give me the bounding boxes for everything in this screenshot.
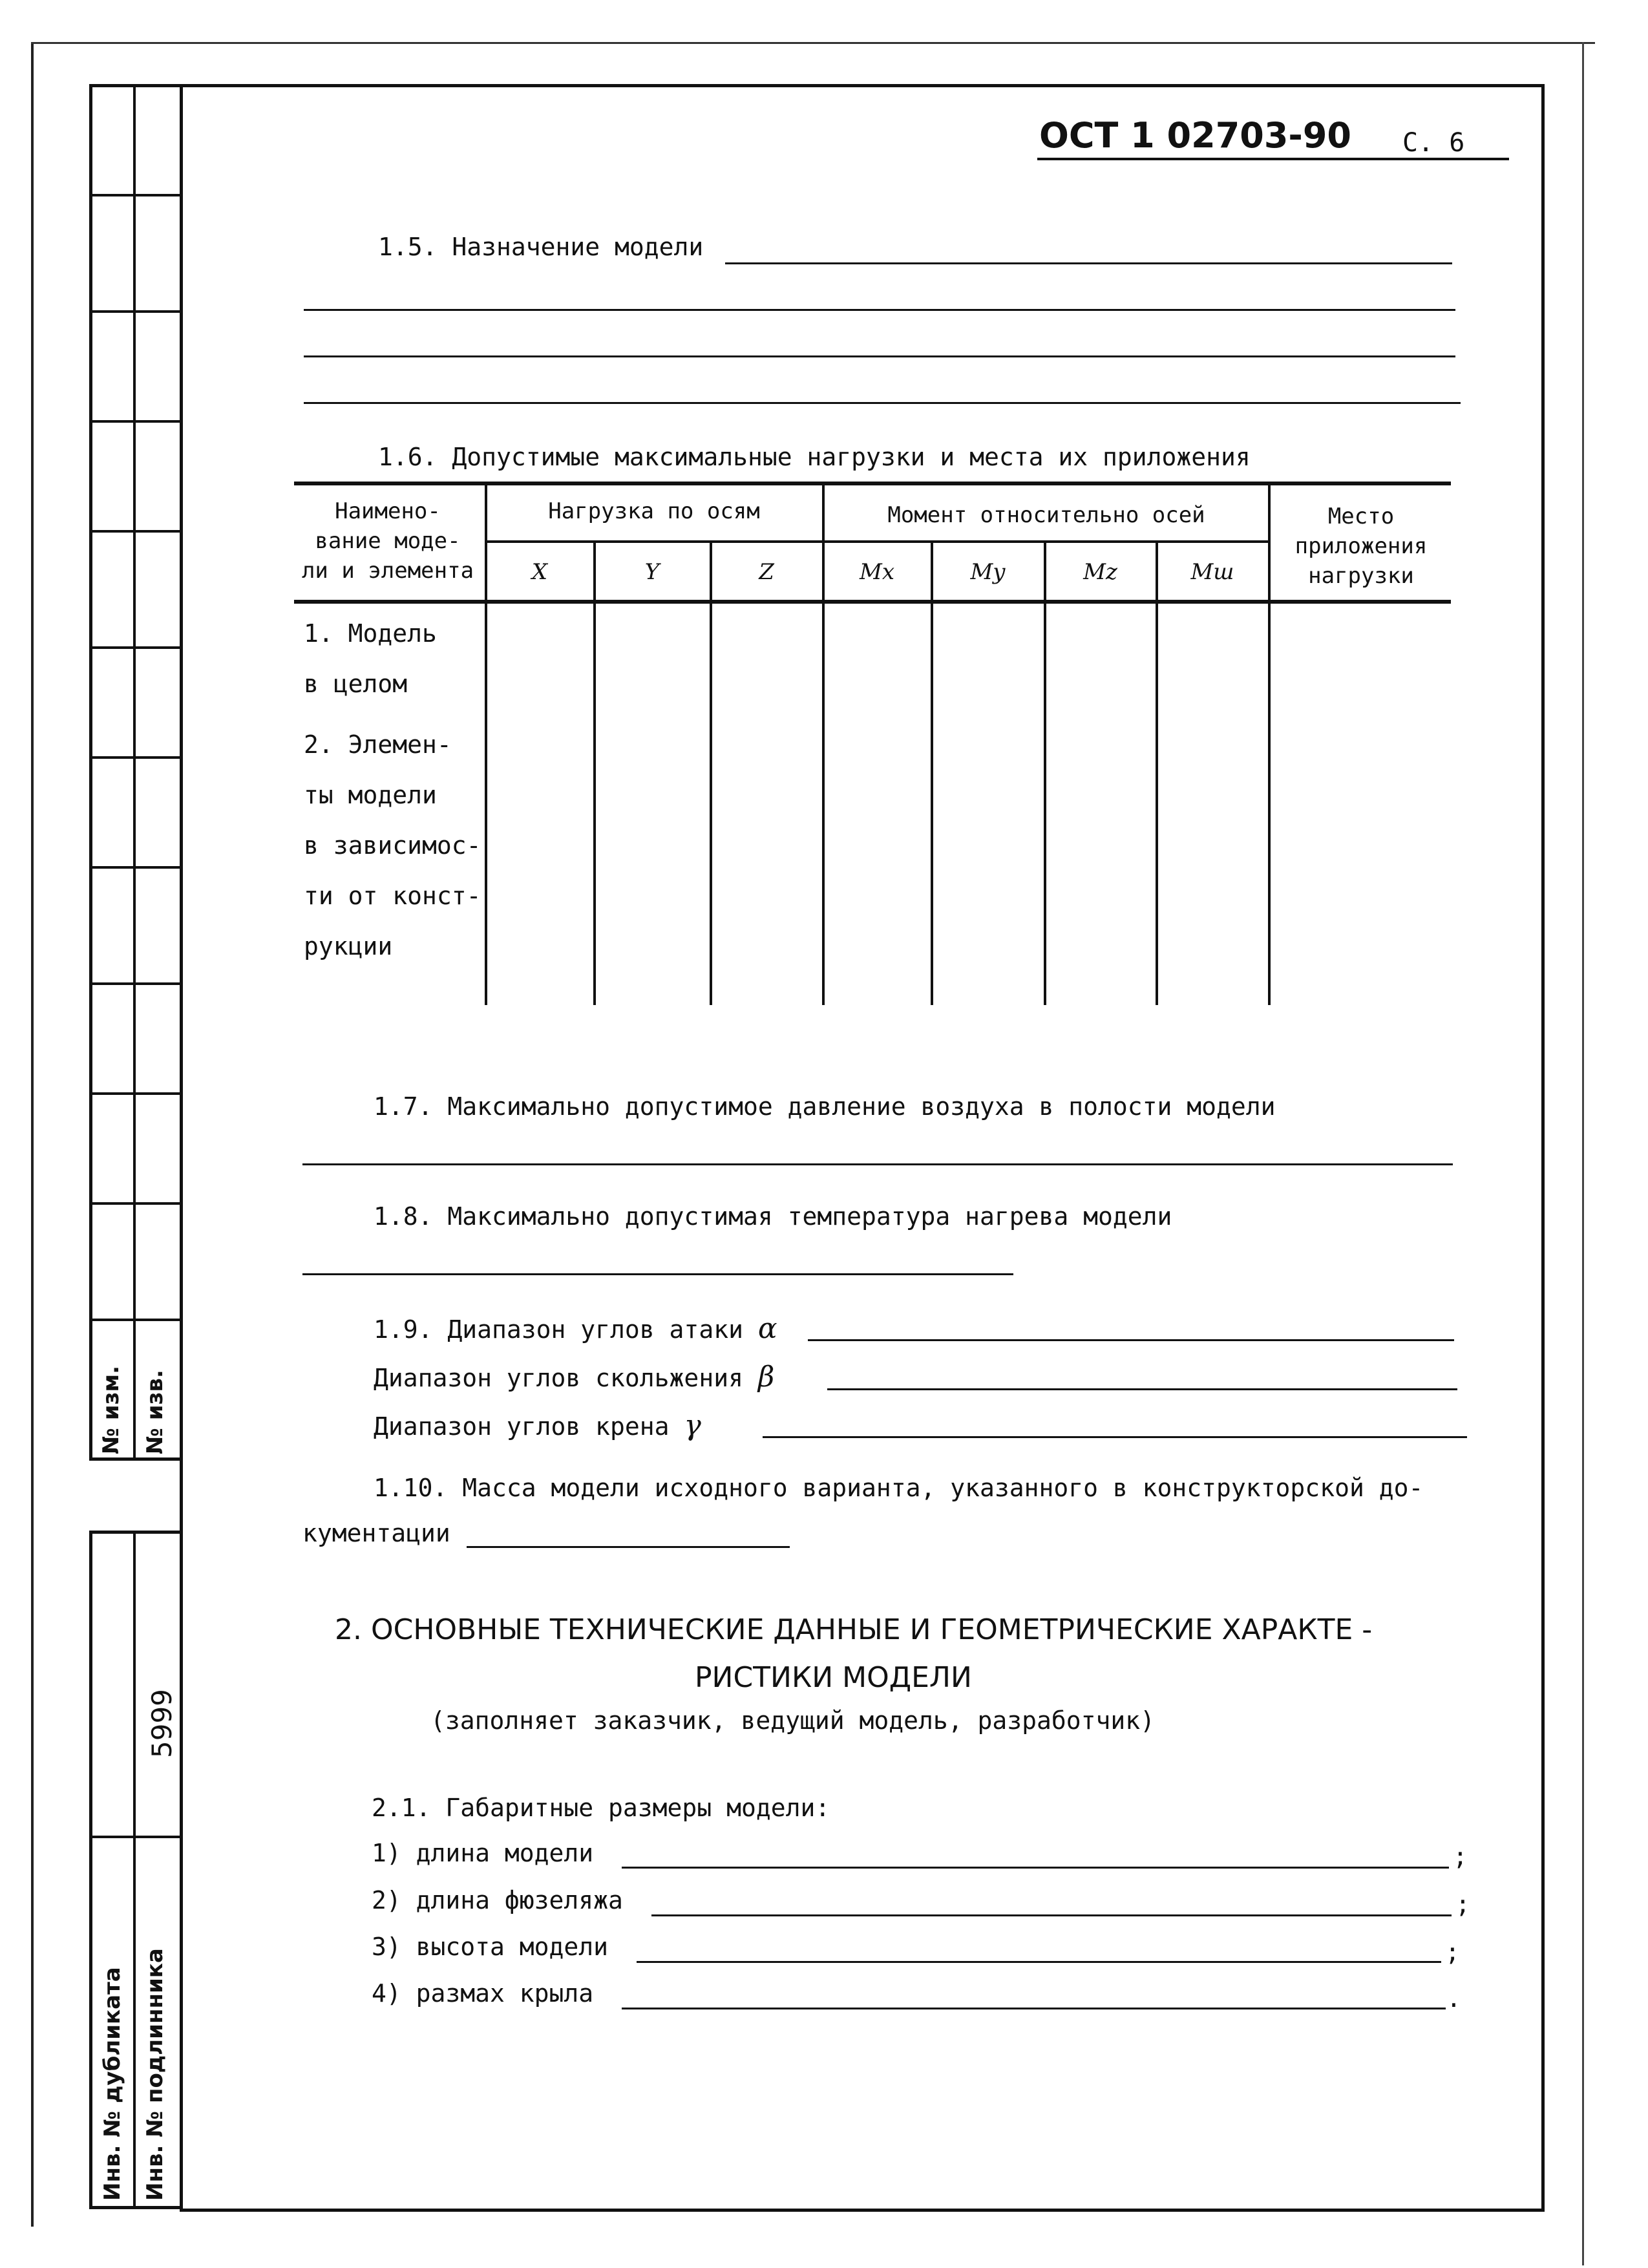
hdr-name-l3: ли и элемента (301, 558, 474, 584)
label-inv-podl: Инв. № подлинника (142, 1948, 168, 2201)
row-elements-l5: рукции (304, 932, 393, 960)
side-strip-lower-divider (133, 1531, 136, 2209)
strip-cell-line (89, 756, 183, 759)
hdr-moment-group: Момент относительно осей (887, 502, 1205, 528)
hdr-name-l2: вание моде- (315, 528, 461, 554)
s2-title-l1: 2. ОСНОВНЫЕ ТЕХНИЧЕСКИЕ ДАННЫЕ И ГЕОМЕТРИЧЕСКИЕ ХАРАКТЕ - (335, 1613, 1373, 1646)
page-number: С. 6 (1402, 128, 1465, 158)
s2-item-1: 1) длина модели (372, 1839, 594, 1867)
hdr-name-l1: Наимено- (335, 498, 441, 524)
standard-code: ОСТ 1 02703-90 (1039, 115, 1351, 156)
table-col-sep (593, 540, 596, 1005)
strip-cell-line (89, 420, 183, 423)
inv-number: 5999 (146, 1689, 178, 1758)
table-subheader-rule (486, 540, 1270, 543)
s1-6-label: 1.6. Допустимые максимальные нагрузки и места их приложения (378, 443, 1251, 471)
table-header-rule (294, 600, 1451, 604)
s1-5-fill-3 (304, 355, 1455, 357)
strip-cell-line (89, 646, 183, 649)
beta-symbol: β (757, 1361, 775, 1394)
hdr-load-group: Нагрузка по осям (548, 498, 760, 524)
header-underline (1037, 158, 1509, 160)
s2-title-l2: РИСТИКИ МОДЕЛИ (695, 1661, 972, 1694)
hdr-place (1271, 502, 1452, 591)
hdr-moment-my: My (970, 559, 1006, 585)
s2-item-4-fill (622, 2008, 1446, 2009)
hdr-place-l2: приложения (1294, 533, 1428, 559)
hdr-place-l3: нагрузки (1308, 563, 1414, 589)
s1-9-attack (374, 1312, 777, 1345)
row-elements-l1: 2. Элемен- (304, 730, 452, 759)
table-col-sep (931, 540, 933, 1005)
s1-9-roll-fill (763, 1436, 1467, 1438)
hdr-axis-y: Y (644, 559, 660, 585)
s1-9-slide-fill (827, 1388, 1457, 1390)
strip-cell-line (89, 310, 183, 313)
row-elements-l4: ти от конст- (304, 882, 481, 910)
s2-item-1-end: ; (1453, 1842, 1468, 1871)
s2-item-4: 4) размах крыла (372, 1979, 594, 2008)
strip-cell-line (89, 866, 183, 869)
hdr-moment-msh: Mш (1190, 559, 1234, 585)
strip-cell-line (89, 1202, 183, 1205)
hdr-axis-x: X (531, 559, 548, 585)
s2-item-2: 2) длина фюзеляжа (372, 1886, 623, 1914)
hdr-moment-mx: Mx (860, 559, 894, 585)
s2-subtitle: (заполняет заказчик, ведущий модель, разработчик) (430, 1706, 1156, 1735)
s1-7-fill (302, 1163, 1453, 1165)
s1-9-attack-label: 1.9. Диапазон углов атаки (374, 1315, 743, 1344)
table-col-sep (1044, 540, 1046, 1005)
s2-item-1-fill (622, 1867, 1449, 1869)
hdr-name (291, 496, 485, 586)
sheet-edge-left (31, 42, 34, 2227)
row-elements-l2: ты модели (304, 781, 437, 809)
row-elements-l3: в зависимос- (304, 831, 481, 860)
sheet-edge-right (1582, 42, 1584, 2265)
label-izm: № изм. (98, 1365, 124, 1454)
side-strip-divider (133, 84, 136, 1461)
side-strip-upper (89, 84, 183, 1461)
alpha-symbol: α (757, 1312, 777, 1345)
s2-item-2-end: ; (1455, 1890, 1470, 1918)
s2-item-3-end: ; (1445, 1938, 1460, 1966)
s1-5-fill-4 (304, 402, 1461, 404)
s1-9-slide (374, 1361, 774, 1394)
s1-9-roll-label: Диапазон углов крена (374, 1412, 670, 1441)
s1-9-roll (374, 1409, 701, 1442)
label-izv: № изв. (142, 1370, 168, 1454)
strip-cell-line (89, 982, 183, 985)
s2-item-3-fill (637, 1961, 1441, 1963)
hdr-place-l1: Место (1327, 503, 1395, 529)
label-inv-dubl: Инв. № дубликата (100, 1967, 125, 2201)
s1-9-slide-label: Диапазон углов скольжения (374, 1364, 743, 1392)
s1-10-fill (467, 1546, 790, 1548)
sheet-edge-top (31, 42, 1595, 44)
s1-5-label: 1.5. Назначение модели (378, 233, 704, 261)
table-col-sep (1156, 540, 1158, 1005)
table-top-rule (294, 482, 1451, 485)
s1-8-label: 1.8. Максимально допустимая температура нагрева модели (374, 1202, 1172, 1231)
s1-10-line1: 1.10. Масса модели исходного варианта, указанного в конструкторской до- (374, 1474, 1424, 1502)
table-col-sep (710, 540, 712, 1005)
strip-cell-line (89, 194, 183, 196)
s1-7-label: 1.7. Максимально допустимое давление воздуха в полости модели (374, 1092, 1276, 1121)
s1-5-fill-1 (725, 262, 1452, 264)
s2-item-2-fill (651, 1914, 1452, 1916)
hdr-moment-mz: Mz (1083, 559, 1117, 585)
s1-8-fill (302, 1273, 1013, 1275)
s1-10-line2: кументации (302, 1519, 450, 1547)
s1-5-fill-2 (304, 309, 1455, 311)
hdr-axis-z: Z (759, 559, 774, 585)
s2-item-4-end: . (1446, 1984, 1461, 2013)
row-model-l1: 1. Модель (304, 619, 437, 648)
row-model-l2: в целом (304, 670, 408, 698)
strip-cell-line (89, 1092, 183, 1095)
s1-9-attack-fill (808, 1339, 1454, 1341)
strip-cell-line (89, 1319, 183, 1321)
strip-lower-line (89, 1836, 183, 1838)
s2-item-3: 3) высота модели (372, 1933, 609, 1961)
gamma-symbol: γ (684, 1409, 701, 1442)
s2-1-label: 2.1. Габаритные размеры модели: (372, 1794, 830, 1822)
strip-cell-line (89, 530, 183, 533)
